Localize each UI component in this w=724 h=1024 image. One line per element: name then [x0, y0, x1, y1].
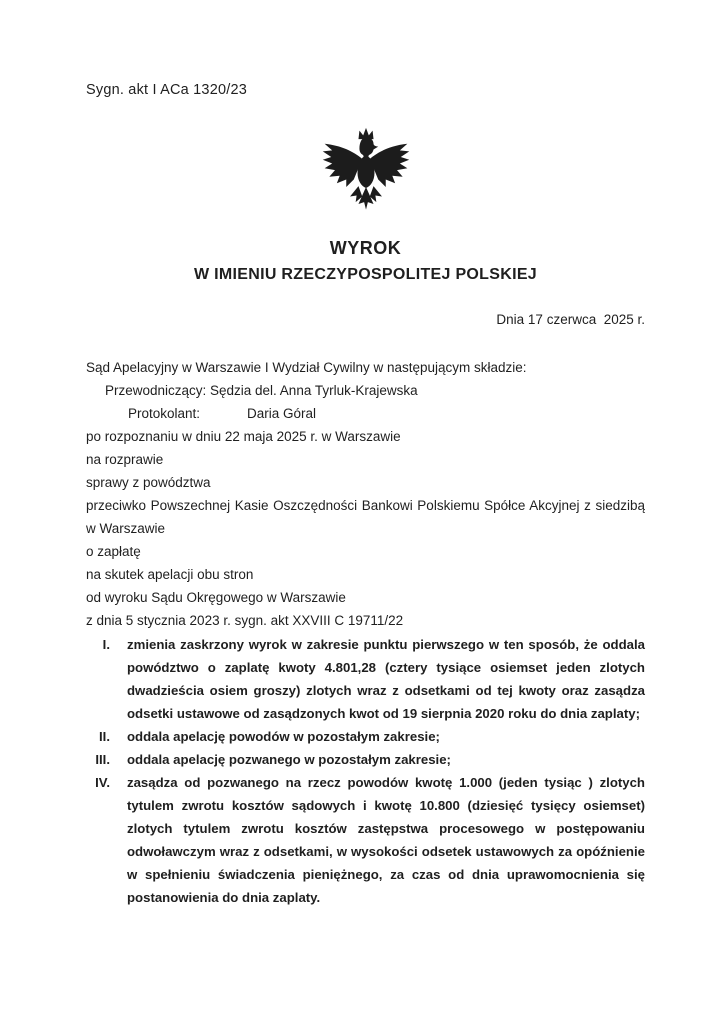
presiding-judge-row: [105, 379, 645, 402]
judgment-title: WYROK: [329, 238, 402, 258]
hearing-line: o zapłatę: [86, 544, 141, 559]
hearing-line: od wyroku Sądu Okręgowego w Warszawie: [86, 590, 346, 605]
ruling-item-3: [86, 748, 645, 771]
polish-eagle-emblem: [318, 122, 414, 222]
judgment-subtitle: W IMIENIU RZECZYPOSPOLITEJ POLSKIEJ: [194, 266, 537, 283]
ruling-item-marker: I.: [102, 637, 110, 652]
ruling-item-marker: III.: [95, 752, 110, 767]
defendant-line: przeciwko Powszechnej Kasie Oszczędności Bankowi Polskiemu Spółce Akcyjnej z siedzibą w Warszawie: [86, 498, 645, 536]
hearing-line: sprawy z powództwa: [86, 475, 211, 490]
clerk-name: Daria Góral: [247, 406, 317, 421]
case-number: Sygn. akt I ACa 1320/23: [86, 82, 247, 98]
ruling-item-text: zmienia zaskrzony wyrok w zakresie punktu pierwszego w ten sposób, że oddala powództwo o zaplatę kwoty 4.801,28 (cztery tysiące osiemset jeden zlotych dwadzieścia osiem groszy) zlotych wraz z odsetkami od tej kwoty oraz zasądza odsetki ustawowe od zasądzonych kwot od 19 sierpnia 2020 roku do dnia zaplaty;: [127, 637, 645, 721]
hearing-line: po rozpoznaniu w dniu 22 maja 2025 r. w Warszawie: [86, 429, 401, 444]
ruling-item-text: oddala apelację powodów w pozostałym zakresie;: [127, 729, 440, 744]
hearing-line: na rozprawie: [86, 452, 164, 467]
ruling-item-4: [86, 771, 645, 909]
composition-intro: Sąd Apelacyjny w Warszawie I Wydział Cywilny w następującym składzie:: [86, 360, 527, 375]
ruling-item-marker: II.: [99, 729, 110, 744]
presiding-judge-label: Przewodniczący:: [105, 383, 207, 398]
hearing-line: z dnia 5 stycznia 2023 r. sygn. akt XXVIII C 19711/22: [86, 613, 404, 628]
court-composition-block: [86, 356, 645, 632]
ruling-list: [86, 633, 645, 909]
judgment-date: Dnia 17 czerwca 2025 r.: [496, 312, 645, 327]
hearing-line: na skutek apelacji obu stron: [86, 567, 254, 582]
ruling-item-marker: IV.: [95, 775, 110, 790]
clerk-label: Protokolant:: [128, 406, 201, 421]
ruling-item-1: [86, 633, 645, 725]
ruling-item-text: zasądza od pozwanego na rzecz powodów kwotę 1.000 (jeden tysiąc ) zlotych tytulem zwrotu kosztów sądowych i kwotę 10.800 (dziesięć tysięcy osiemset) zlotych tytulem zwrotu kosztów zastępstwa procesowego w postępowaniu odwoławczym wraz z odsetkami, w wysokości odsetek ustawowych za opóźnienie w spełnieniu świadczenia pieniężnego, za czas od dnia uprawomocnienia się postanowienia do dnia zaplaty.: [127, 775, 645, 905]
presiding-judge-name: Sędzia del. Anna Tyrluk-Krajewska: [210, 383, 418, 398]
clerk-row: [128, 402, 645, 425]
ruling-item-2: [86, 725, 645, 748]
eagle-icon: [319, 123, 413, 221]
ruling-item-text: oddala apelację pozwanego w pozostałym zakresie;: [127, 752, 451, 767]
